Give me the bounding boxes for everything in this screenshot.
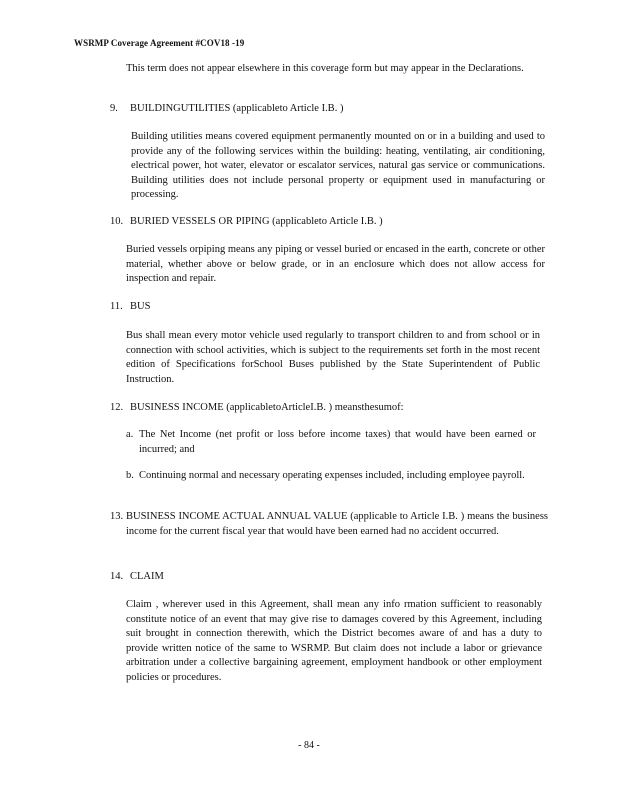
section-13-number: 13. — [110, 511, 124, 522]
section-11-body: Bus shall mean every motor vehicle used regularly to transport children to and from school or in connection with school activities, which is subject to the requirements set forth in the most recent edition of Specifications forSchool Buses published by the State Superintendent of Public Instruction. — [126, 330, 540, 385]
item-a-text: The Net Income (net profit or loss before income taxes) that would have been earned or incurred; and — [139, 429, 536, 455]
section-12-item-a — [126, 428, 536, 457]
section-14-heading — [110, 570, 164, 585]
section-10-number: 10. — [110, 216, 124, 227]
item-b-text: Continuing normal and necessary operating expenses included, including employee payroll. — [139, 470, 525, 481]
section-13 — [110, 510, 548, 539]
intro-paragraph: This term does not appear elsewhere in this coverage form but may appear in the Declarations. — [126, 63, 524, 74]
section-10-title: BURIED VESSELS OR PIPING (applicableto Article I.B. ) — [130, 216, 383, 227]
section-10-body: Buried vessels orpiping means any piping or vessel buried or encased in the earth, concrete or other material, whether above or below grade, or in an enclosure which does not allow access for inspection and repair. — [126, 244, 545, 285]
section-12-item-b — [126, 469, 540, 484]
section-10-heading — [110, 215, 383, 230]
section-9-number: 9. — [110, 103, 118, 114]
section-12-heading — [110, 401, 404, 416]
section-12-title: BUSINESS INCOME (applicabletoArticleI.B. ) meansthesumof: — [130, 402, 404, 413]
section-13-text: BUSINESS INCOME ACTUAL ANNUAL VALUE (applicable to Article I.B. ) means the business income for the current fiscal year that would have been earned had no accident occurred. — [126, 511, 548, 537]
page-number: - 84 - — [298, 740, 320, 751]
item-a-label: a. — [126, 429, 134, 440]
section-11-number: 11. — [110, 301, 123, 312]
running-header: WSRMP Coverage Agreement #COV18 -19 — [74, 38, 245, 48]
section-9-body: Building utilities means covered equipment permanently mounted on or in a building and used to provide any of the following services within the building: heating, ventilating, air conditioning, electrical power, hot water, elevator or escalator services, natural gas service or communications. Building utilities does not include personal property or equipment used in manufacturing or processing. — [131, 131, 545, 201]
section-11-heading — [110, 300, 150, 315]
section-12-number: 12. — [110, 402, 124, 413]
section-14-title: CLAIM — [130, 571, 164, 582]
section-11-title: BUS — [130, 301, 151, 312]
item-b-label: b. — [126, 470, 134, 481]
section-14-body: Claim , wherever used in this Agreement, shall mean any info rmation sufficient to reasonably constitute notice of an event that may give rise to damages covered by this Agreement, including suit brought in connection therewith, which the District becomes aware of and has a duty to provide written notice of the same to WSRMP. But claim does not include a labor or grievance arbitration under a collective bargaining agreement, employment handbook or other employment policies or procedures. — [126, 599, 542, 683]
section-14-number: 14. — [110, 571, 124, 582]
section-9-heading — [110, 102, 343, 117]
section-9-title: BUILDINGUTILITIES (applicableto Article I.B. ) — [130, 103, 344, 114]
